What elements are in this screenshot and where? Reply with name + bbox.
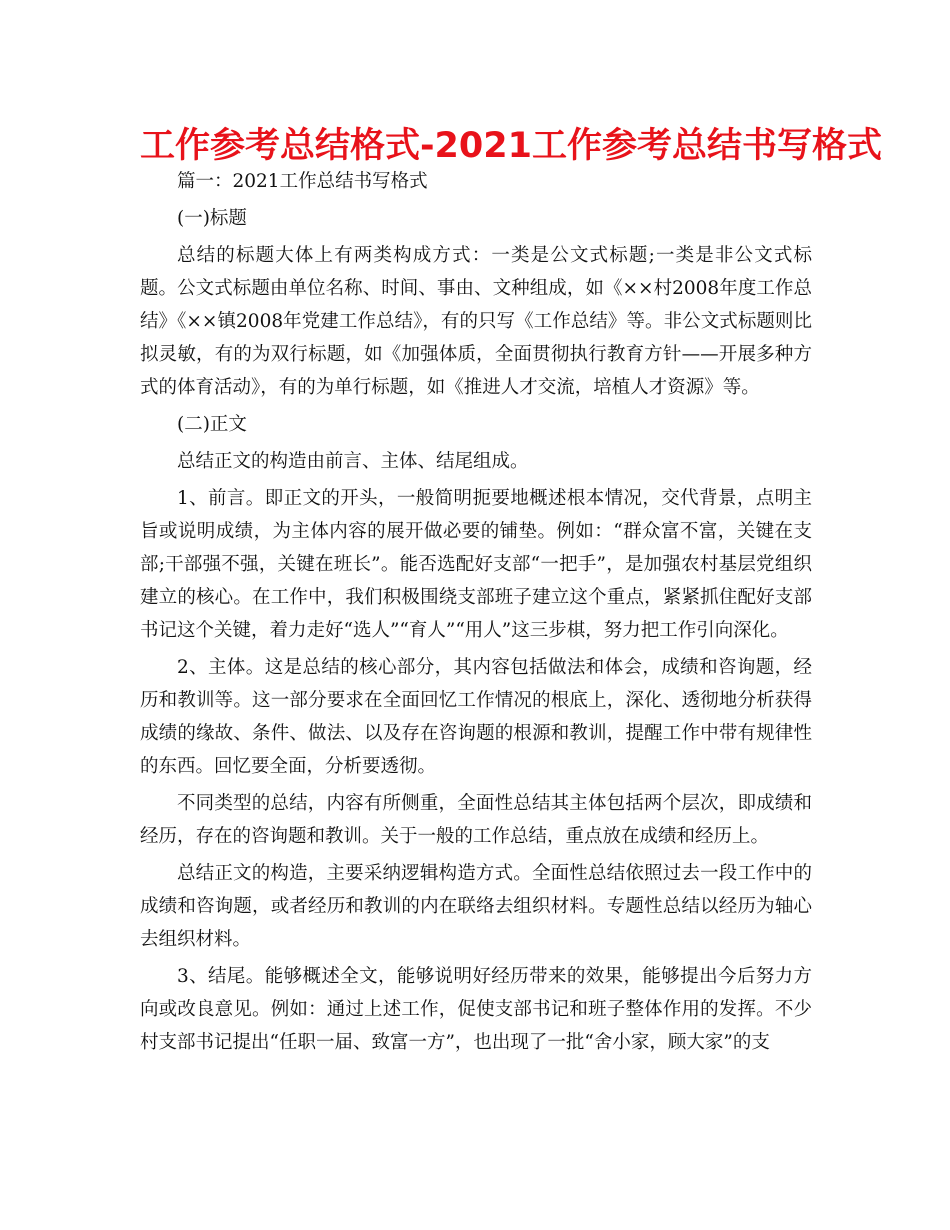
document-body: [140, 165, 812, 1063]
paragraph-logical-structure: 总结正文的构造，主要采纳逻辑构造方式。全面性总结依照过去一段工作中的成绩和咨询题，或者经历和教训的内在联络去组织材料。专题性总结以经历为轴心去组织材料。: [140, 863, 812, 950]
paragraph-section-title-heading: (一)标题: [177, 208, 247, 229]
paragraph-ending: 3、结尾。能够概述全文，能够说明好经历带来的效果，能够提出今后努力方向或改良意见。例如：通过上述工作，促使支部书记和班子整体作用的发挥。不少村支部书记提出“任职一届、致富一方”，也出现了一批“舍小家，顾大家”的支: [140, 966, 812, 1053]
paragraph-body-structure: 总结正文的构造由前言、主体、结尾组成。: [177, 451, 529, 472]
paragraph-summary-types: 不同类型的总结，内容有所侧重，全面性总结其主体包括两个层次，即成绩和经历，存在的咨询题和教训。关于一般的工作总结，重点放在成绩和经历上。: [140, 793, 812, 847]
paragraph-article-heading: 篇一：2021工作总结书写格式: [177, 171, 428, 192]
paragraph-main-body: 2、主体。这是总结的核心部分，其内容包括做法和体会，成绩和咨询题，经历和教训等。这一部分要求在全面回忆工作情况的根底上，深化、透彻地分析获得成绩的缘故、条件、做法、以及存在咨询题的根源和教训，提醒工作中带有规律性的东西。回忆要全面，分析要透彻。: [140, 657, 812, 777]
paragraph-preface: 1、前言。即正文的开头，一般简明扼要地概述根本情况，交代背景，点明主旨或说明成绩，为主体内容的展开做必要的铺垫。例如：“群众富不富，关键在支部;干部强不强，关键在班长”。能否选配好支部“一把手”，是加强农村基层党组织建立的核心。在工作中，我们积极围绕支部班子建立这个重点，紧紧抓住配好支部书记这个关键，着力走好“选人”“育人”“用人”这三步棋，努力把工作引向深化。: [140, 488, 812, 641]
document-title: 工作参考总结格式-2021工作参考总结书写格式: [140, 126, 882, 166]
paragraph-title-types: 总结的标题大体上有两类构成方式：一类是公文式标题;一类是非公文式标题。公文式标题由单位名称、时间、事由、文种组成，如《××村2008年度工作总结》《××镇2008年党建工作总结》，有的只写《工作总结》等。非公文式标题则比拟灵敏，有的为双行标题，如《加强体质，全面贯彻执行教育方针——开展多种方式的体育活动》，有的为单行标题，如《推进人才交流，培植人才资源》等。: [140, 245, 812, 398]
paragraph-section-body-heading: (二)正文: [177, 414, 247, 435]
